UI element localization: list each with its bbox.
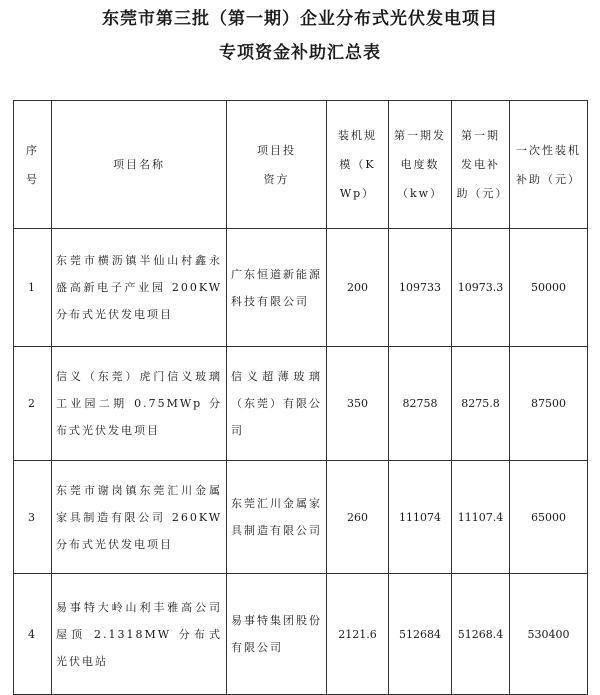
header-index: 序号 (14, 101, 52, 229)
cell-install-subsidy: 65000 (510, 461, 588, 574)
cell-install-subsidy: 50000 (510, 229, 588, 347)
cell-subsidy: 8275.8 (452, 347, 510, 461)
cell-capacity: 200 (327, 229, 389, 347)
table-row (14, 574, 588, 695)
cell-capacity: 260 (327, 461, 389, 574)
cell-index: 3 (14, 461, 52, 574)
header-capacity: 装机规模（KWp） (327, 101, 389, 229)
cell-project-name: 易事特大岭山利丰雅高公司屋顶 2.1318MW 分布式光伏电站 (52, 574, 227, 695)
header-install-subsidy: 一次性装机补助（元） (510, 101, 588, 229)
cell-project-name: 东莞市横沥镇半仙山村鑫永盛高新电子产业园 200KW 分布式光伏发电项目 (52, 229, 227, 347)
cell-subsidy: 10973.3 (452, 229, 510, 347)
cell-index: 1 (14, 229, 52, 347)
cell-generation: 109733 (389, 229, 452, 347)
cell-subsidy: 11107.4 (452, 461, 510, 574)
cell-investor: 广东恒道新能源科技有限公司 (227, 229, 327, 347)
cell-investor: 易事特集团股份有限公司 (227, 574, 327, 695)
cell-index: 4 (14, 574, 52, 695)
cell-subsidy: 51268.4 (452, 574, 510, 695)
cell-capacity: 2121.6 (327, 574, 389, 695)
cell-project-name: 东莞市谢岗镇东莞汇川金属家具制造有限公司 260KW 分布式光伏发电项目 (52, 461, 227, 574)
cell-investor: 东莞汇川金属家具制造有限公司 (227, 461, 327, 574)
cell-project-name: 信义（东莞）虎门信义玻璃工业园二期 0.75MWp 分布式光伏发电项目 (52, 347, 227, 461)
cell-generation: 111074 (389, 461, 452, 574)
table-header-row (14, 101, 588, 229)
table-row (14, 347, 588, 461)
subsidy-summary-table (13, 100, 588, 695)
cell-install-subsidy: 87500 (510, 347, 588, 461)
table-row (14, 229, 588, 347)
cell-investor: 信义超薄玻璃（东莞）有限公司 (227, 347, 327, 461)
cell-capacity: 350 (327, 347, 389, 461)
header-generation: 第一期发电度数（kw） (389, 101, 452, 229)
document-title: 东莞市第三批（第一期）企业分布式光伏发电项目 (102, 9, 498, 29)
cell-index: 2 (14, 347, 52, 461)
cell-install-subsidy: 530400 (510, 574, 588, 695)
document-subtitle: 专项资金补助汇总表 (219, 43, 381, 63)
table-row (14, 461, 588, 574)
header-subsidy: 第一期发电补助（元） (452, 101, 510, 229)
cell-generation: 512684 (389, 574, 452, 695)
cell-generation: 82758 (389, 347, 452, 461)
header-investor: 项目投资方 (227, 101, 327, 229)
header-name: 项目名称 (52, 101, 227, 229)
